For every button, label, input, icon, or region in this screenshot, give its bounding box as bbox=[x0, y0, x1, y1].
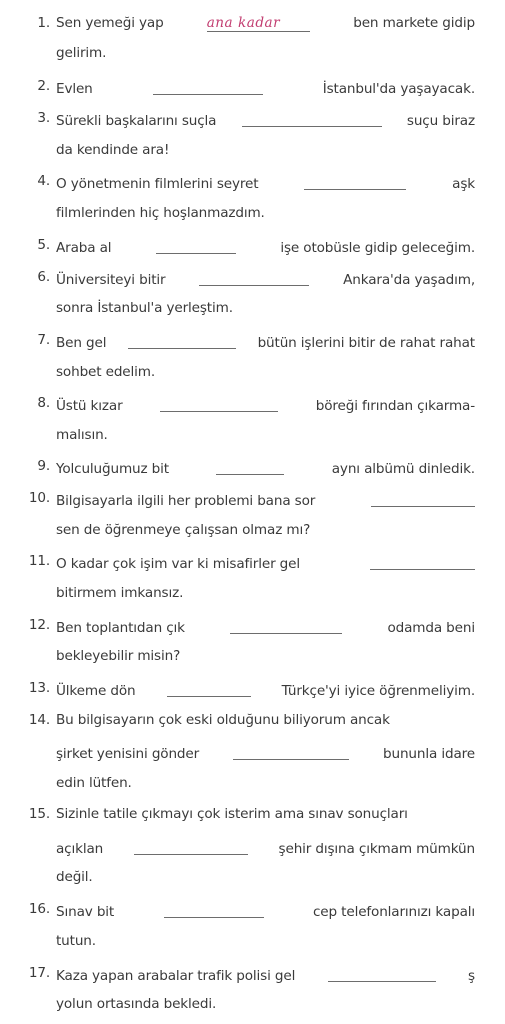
exercise-16-line-2 bbox=[0, 928, 505, 958]
exercise-13-line-1 bbox=[0, 675, 505, 705]
exercise-text: Bilgisayarla ilgili her problemi bana sor bbox=[56, 493, 316, 509]
exercise-number: 7. bbox=[37, 332, 50, 348]
exercise-text-row bbox=[56, 142, 169, 158]
exercise-1-line-1 bbox=[0, 10, 505, 40]
exercise-12-line-2 bbox=[0, 643, 505, 673]
exercise-text: Ankara'da yaşadım, bbox=[343, 272, 475, 288]
exercise-4-line-1 bbox=[0, 168, 505, 198]
exercise-text-row bbox=[56, 300, 233, 316]
exercise-text: İstanbul'da yaşayacak. bbox=[322, 81, 475, 97]
filled-answer[interactable]: ana kadar bbox=[207, 15, 310, 32]
exercise-text: O kadar çok işim var ki misafirler gel bbox=[56, 556, 300, 572]
exercise-text: Sizinle tatile çıkmayı çok isterim ama sınav sonuçları bbox=[56, 806, 408, 822]
exercise-15-line-1 bbox=[0, 801, 505, 831]
exercise-text-row bbox=[56, 869, 93, 885]
exercise-text: edin lütfen. bbox=[56, 775, 132, 791]
exercise-text: filmlerinden hiç hoşlanmazdım. bbox=[56, 205, 265, 221]
exercise-15-line-3 bbox=[0, 864, 505, 894]
exercise-14-line-3 bbox=[0, 770, 505, 800]
exercise-text: tutun. bbox=[56, 933, 96, 949]
exercise-text-row bbox=[56, 15, 475, 32]
exercise-text-row bbox=[56, 110, 475, 129]
exercise-number: 13. bbox=[28, 680, 50, 696]
exercise-text: Sürekli başkalarını suçla bbox=[56, 113, 217, 129]
exercise-text-row bbox=[56, 395, 475, 414]
exercise-17-line-1 bbox=[0, 960, 505, 990]
exercise-text: Sen yemeği yap bbox=[56, 15, 164, 31]
exercise-text: O yönetmenin filmlerini seyret bbox=[56, 176, 259, 192]
answer-blank[interactable] bbox=[371, 492, 475, 507]
exercise-text-row bbox=[56, 332, 475, 351]
exercise-text-row bbox=[56, 901, 475, 920]
exercise-text-row bbox=[56, 933, 96, 949]
exercise-text: şehir dışına çıkmam mümkün bbox=[278, 841, 475, 857]
exercise-text: cep telefonlarınızı kapalı bbox=[312, 904, 475, 920]
exercise-5-line-1 bbox=[0, 232, 505, 262]
exercise-text: Kaza yapan arabalar trafik polisi gel bbox=[56, 968, 296, 984]
exercise-number: 17. bbox=[28, 965, 50, 981]
exercise-text: işe otobüsle gidip geleceğim. bbox=[280, 240, 475, 256]
answer-blank[interactable] bbox=[128, 334, 236, 349]
exercise-text-row bbox=[56, 78, 475, 97]
exercise-9-line-1 bbox=[0, 453, 505, 483]
exercise-3-line-2 bbox=[0, 137, 505, 167]
exercise-text-row bbox=[56, 996, 216, 1012]
exercise-number: 16. bbox=[28, 901, 50, 917]
exercise-text: Araba al bbox=[56, 240, 112, 256]
exercise-text-row bbox=[56, 585, 183, 601]
answer-blank[interactable] bbox=[164, 903, 264, 918]
exercise-text-row bbox=[56, 205, 265, 221]
answer-blank[interactable] bbox=[160, 397, 278, 412]
exercise-text-row bbox=[56, 965, 475, 984]
exercise-text: yolun ortasında bekledi. bbox=[56, 996, 217, 1012]
answer-blank[interactable] bbox=[216, 460, 284, 475]
exercise-text-row bbox=[56, 743, 475, 762]
exercise-text-row bbox=[56, 490, 475, 509]
exercise-number: 6. bbox=[37, 269, 50, 285]
exercise-text-row bbox=[56, 553, 475, 572]
exercise-text: Üstü kızar bbox=[56, 398, 123, 414]
exercise-text-row bbox=[56, 45, 106, 61]
answer-blank[interactable] bbox=[167, 682, 251, 697]
answer-blank[interactable] bbox=[156, 239, 236, 254]
answer-blank[interactable] bbox=[328, 967, 436, 982]
exercise-text-row bbox=[56, 522, 310, 538]
exercise-text: ş bbox=[468, 968, 475, 984]
exercise-text: ben markete gidip bbox=[353, 15, 475, 31]
exercise-text-row bbox=[56, 269, 475, 288]
exercise-text-row bbox=[56, 617, 475, 636]
exercise-text-row bbox=[56, 427, 108, 443]
exercise-text-row bbox=[56, 237, 475, 256]
exercise-text: Bu bilgisayarın çok eski olduğunu biliyorum ancak bbox=[56, 712, 390, 728]
exercise-number: 4. bbox=[37, 173, 50, 189]
answer-blank[interactable] bbox=[153, 80, 263, 95]
answer-blank[interactable] bbox=[199, 271, 309, 286]
exercise-12-line-1 bbox=[0, 612, 505, 642]
exercise-text: açıklan bbox=[56, 841, 104, 857]
exercise-text-row bbox=[56, 838, 475, 857]
exercise-number: 15. bbox=[28, 806, 50, 822]
answer-blank[interactable] bbox=[230, 619, 342, 634]
exercise-text: Sınav bit bbox=[56, 904, 115, 920]
exercise-text: Üniversiteyi bitir bbox=[56, 272, 166, 288]
exercise-text-row bbox=[56, 648, 180, 664]
exercise-text: sonra İstanbul'a yerleştim. bbox=[56, 300, 233, 316]
exercise-text: bitirmem imkansız. bbox=[56, 585, 184, 601]
exercise-16-line-1 bbox=[0, 896, 505, 926]
exercise-number: 5. bbox=[37, 237, 50, 253]
answer-blank[interactable] bbox=[304, 175, 406, 190]
exercise-text-row bbox=[56, 364, 155, 380]
exercise-text: gelirim. bbox=[56, 45, 107, 61]
exercise-14-line-1 bbox=[0, 707, 505, 737]
exercise-number: 12. bbox=[28, 617, 50, 633]
exercise-text: bununla idare bbox=[383, 746, 475, 762]
answer-blank[interactable] bbox=[233, 745, 349, 760]
exercise-1-line-2 bbox=[0, 40, 505, 70]
exercise-text: değil. bbox=[56, 869, 93, 885]
exercise-text: Yolculuğumuz bit bbox=[56, 461, 169, 477]
exercise-number: 1. bbox=[37, 15, 50, 31]
exercise-text-row bbox=[56, 806, 475, 822]
exercise-text-row bbox=[56, 680, 475, 699]
exercise-number: 2. bbox=[37, 78, 50, 94]
exercise-text: Ülkeme dön bbox=[56, 683, 136, 699]
exercise-number: 3. bbox=[37, 110, 50, 126]
exercise-text-row bbox=[56, 458, 475, 477]
answer-blank[interactable] bbox=[370, 555, 475, 570]
answer-blank[interactable] bbox=[134, 840, 248, 855]
exercise-text: Ben toplantıdan çık bbox=[56, 620, 185, 636]
exercise-text: bekleyebilir misin? bbox=[56, 648, 181, 664]
exercise-text: Evlen bbox=[56, 81, 93, 97]
exercise-text-row bbox=[56, 775, 132, 791]
exercise-text: Ben gel bbox=[56, 335, 107, 351]
answer-blank[interactable] bbox=[242, 112, 382, 127]
exercise-text: bütün işlerini bitir de rahat rahat bbox=[257, 335, 475, 351]
exercise-17-line-2 bbox=[0, 991, 505, 1021]
exercise-6-line-2 bbox=[0, 295, 505, 325]
exercise-text: sohbet edelim. bbox=[56, 364, 156, 380]
exercise-8-line-1 bbox=[0, 390, 505, 420]
exercise-text: suçu biraz bbox=[406, 113, 475, 129]
exercise-10-line-1 bbox=[0, 485, 505, 515]
exercise-number: 11. bbox=[28, 553, 50, 569]
exercise-text: böreği fırından çıkarma- bbox=[315, 398, 475, 414]
exercise-text-row bbox=[56, 173, 475, 192]
exercise-4-line-2 bbox=[0, 200, 505, 230]
exercise-text: aynı albümü dinledik. bbox=[331, 461, 475, 477]
exercise-text: malısın. bbox=[56, 427, 108, 443]
exercise-number: 10. bbox=[28, 490, 50, 506]
exercise-text: sen de öğrenmeye çalışsan olmaz mı? bbox=[56, 522, 311, 538]
exercise-number: 8. bbox=[37, 395, 50, 411]
exercise-text: odamda beni bbox=[387, 620, 475, 636]
exercise-6-line-1 bbox=[0, 264, 505, 294]
exercise-2-line-1 bbox=[0, 73, 505, 103]
exercise-text-row bbox=[56, 712, 475, 728]
exercise-number: 9. bbox=[37, 458, 50, 474]
exercise-11-line-1 bbox=[0, 548, 505, 578]
exercise-text: şirket yenisini gönder bbox=[56, 746, 200, 762]
exercise-text: da kendinde ara! bbox=[56, 142, 170, 158]
exercise-text: aşk bbox=[452, 176, 475, 192]
exercise-number: 14. bbox=[28, 712, 50, 728]
exercise-10-line-2 bbox=[0, 517, 505, 547]
exercise-15-line-2 bbox=[0, 833, 505, 863]
exercise-7-line-2 bbox=[0, 359, 505, 389]
exercise-11-line-2 bbox=[0, 580, 505, 610]
exercise-3-line-1 bbox=[0, 105, 505, 135]
exercise-14-line-2 bbox=[0, 738, 505, 768]
exercise-7-line-1 bbox=[0, 327, 505, 357]
exercise-text: Türkçe'yi iyice öğrenmeliyim. bbox=[281, 683, 475, 699]
exercise-8-line-2 bbox=[0, 422, 505, 452]
